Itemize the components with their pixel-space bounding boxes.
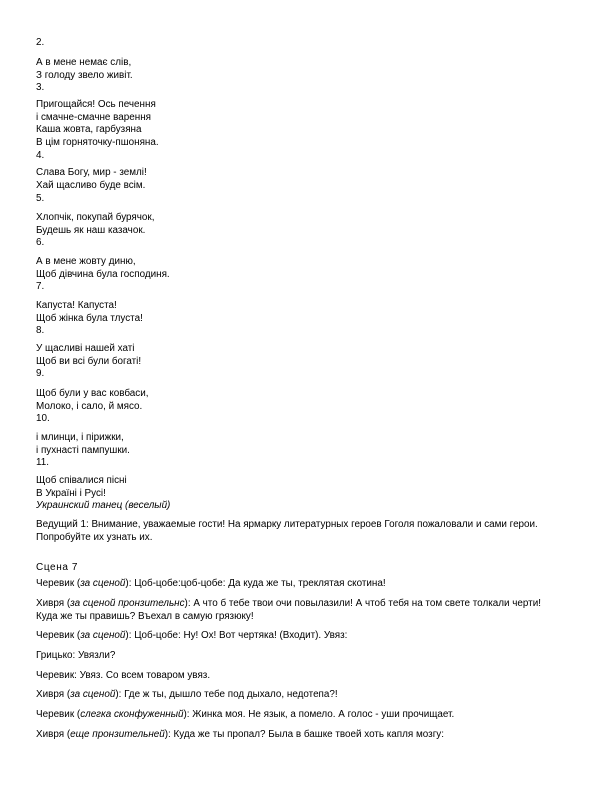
verse-line: Слава Богу, мир - землі! — [36, 167, 147, 178]
stanza-number: 8. — [36, 325, 45, 336]
dialogue-line: Хивря (еще пронзительней): Куда же ты пропал? Была в башке твоей хоть капля мозгу: — [36, 729, 444, 740]
stanza — [36, 212, 154, 237]
speaker: Черевик — [36, 630, 75, 641]
stage-direction: за сценой — [70, 689, 116, 700]
speaker: Хивря — [36, 729, 65, 740]
stanza-number: 3. — [36, 82, 45, 93]
host-line: Ведущий 1: Внимание, уважаемые гости! На ярмарку литературных героев Гоголя пожаловали и сами герои. — [36, 519, 538, 530]
verse-line: Щоб ви всі були богаті! — [36, 355, 142, 367]
verse-line: і пухнасті пампушки. — [36, 444, 130, 456]
stanza-number: 4. — [36, 150, 45, 161]
dialogue-line: Хивря (за сценой): Где ж ты, дышло тебе под дыхало, недотепа?! — [36, 689, 338, 700]
verse-line: Щоб були у вас ковбаси, — [36, 388, 149, 399]
stanza — [36, 343, 141, 368]
verse-line: В цім горняточку-пшоняна. — [36, 137, 159, 149]
replica: Где ж ты, дышло тебе под дыхало, недотепа?! — [124, 689, 338, 700]
speaker: Черевик — [36, 670, 75, 681]
speaker: Хивря — [36, 689, 65, 700]
stage-direction: слегка сконфуженный — [80, 709, 184, 720]
verse-line: Будешь як наш казачок. — [36, 224, 146, 236]
host-line: Попробуйте их узнать их. — [36, 531, 153, 543]
stanza — [36, 432, 130, 457]
stanza — [36, 388, 149, 413]
speaker: Черевик — [36, 578, 75, 589]
dialogue-line: Черевик: Увяз. Со всем товаром увяз. — [36, 670, 211, 681]
verse-line: Каша жовта, гарбузяна — [36, 124, 142, 136]
verse-line: Хай щасливо буде всім. — [36, 179, 146, 191]
stanza-number: 10. — [36, 413, 50, 424]
replica-continued: Куда же ты правишь? Въехал в самую грязюку! — [36, 610, 254, 622]
stanza — [36, 475, 170, 513]
verse-line: З голоду звело живіт. — [36, 69, 133, 81]
stanza-number: 11. — [36, 457, 49, 468]
stanza — [36, 256, 170, 281]
verse-line: і млинци, і пірижки, — [36, 432, 124, 443]
stanza — [36, 300, 143, 325]
verse-line: А в мене жовту диню, — [36, 256, 136, 267]
dialogue-line: Черевик (слегка сконфуженный): Жинка моя. Не язык, а помело. А голос - уши прочищает. — [36, 709, 455, 720]
stage-direction: за сценой пронзительнс — [70, 598, 185, 609]
dialogue-line: Черевик (за сценой): Цоб-цобе: Ну! Ох! Вот чертяка! (Входит). Увяз: — [36, 630, 348, 641]
verse-line: У щасливі нашей хаті — [36, 343, 135, 354]
dialogue-line: Грицько: Увязли? — [36, 650, 116, 661]
stanza-number: 9. — [36, 368, 45, 379]
verse-line: А в мене немає слів, — [36, 57, 132, 68]
verse-line: Хлопчік, покупай бурячок, — [36, 212, 155, 223]
stanza-number: 5. — [36, 193, 45, 204]
stage-direction: за сценой — [80, 630, 126, 641]
replica: Увязли? — [78, 650, 116, 661]
replica: Куда же ты пропал? Была в башке твоей хоть капля мозгу: — [173, 729, 444, 740]
verse-line: і смачне-смачне варення — [36, 111, 152, 123]
speaker: Грицько — [36, 650, 73, 661]
stanza — [36, 57, 133, 82]
stage-direction: еще пронзительней — [70, 729, 165, 740]
verse-line: Пригощайся! Ось печення — [36, 99, 156, 110]
dialogue-line: Черевик (за сценой): Цоб-цобе:цоб-цобе: Да куда же ты, треклятая скотина! — [36, 578, 386, 589]
verse-line: Щоб дівчина була господиня. — [36, 268, 170, 280]
replica: Увяз. Со всем товаром увяз. — [79, 670, 211, 681]
verse-line: Щоб жінка була тлуста! — [36, 312, 143, 324]
host-paragraph — [36, 519, 566, 544]
speaker: Хивря — [36, 598, 65, 609]
verse-line: Молоко, і сало, й мясо. — [36, 400, 143, 412]
scene-title: Сцена 7 — [36, 562, 79, 573]
replica: Жинка моя. Не язык, а помело. А голос - уши прочищает. — [192, 709, 455, 720]
stage-direction: за сценой — [80, 578, 126, 589]
dialogue-line: Хивря (за сценой пронзительнс): А что б тебе твои очи повылазили! А чтоб тебя на том свете толкали черти! Куда же ты правишь? Въехал в самую грязюку! — [36, 598, 541, 622]
stanza-number: 7. — [36, 281, 45, 292]
stanza — [36, 167, 147, 192]
stanza — [36, 99, 159, 150]
replica: Цоб-цобе: Ну! Ох! Вот чертяка! (Входит). Увяз: — [134, 630, 348, 641]
speaker: Черевик — [36, 709, 75, 720]
verse-line: Щоб співалися пісні — [36, 475, 127, 486]
verse-line: В Україні і Русі! — [36, 487, 106, 499]
stanza-number: 2. — [36, 37, 45, 48]
verse-line: Капуста! Капуста! — [36, 300, 117, 311]
replica: А что б тебе твои очи повылазили! А чтоб тебя на том свете толкали черти! — [193, 598, 541, 609]
stanza-number: 6. — [36, 237, 45, 248]
replica: Цоб-цобе:цоб-цобе: Да куда же ты, треклятая скотина! — [134, 578, 386, 589]
stage-note: Украинский танец (веселый) — [36, 500, 171, 512]
